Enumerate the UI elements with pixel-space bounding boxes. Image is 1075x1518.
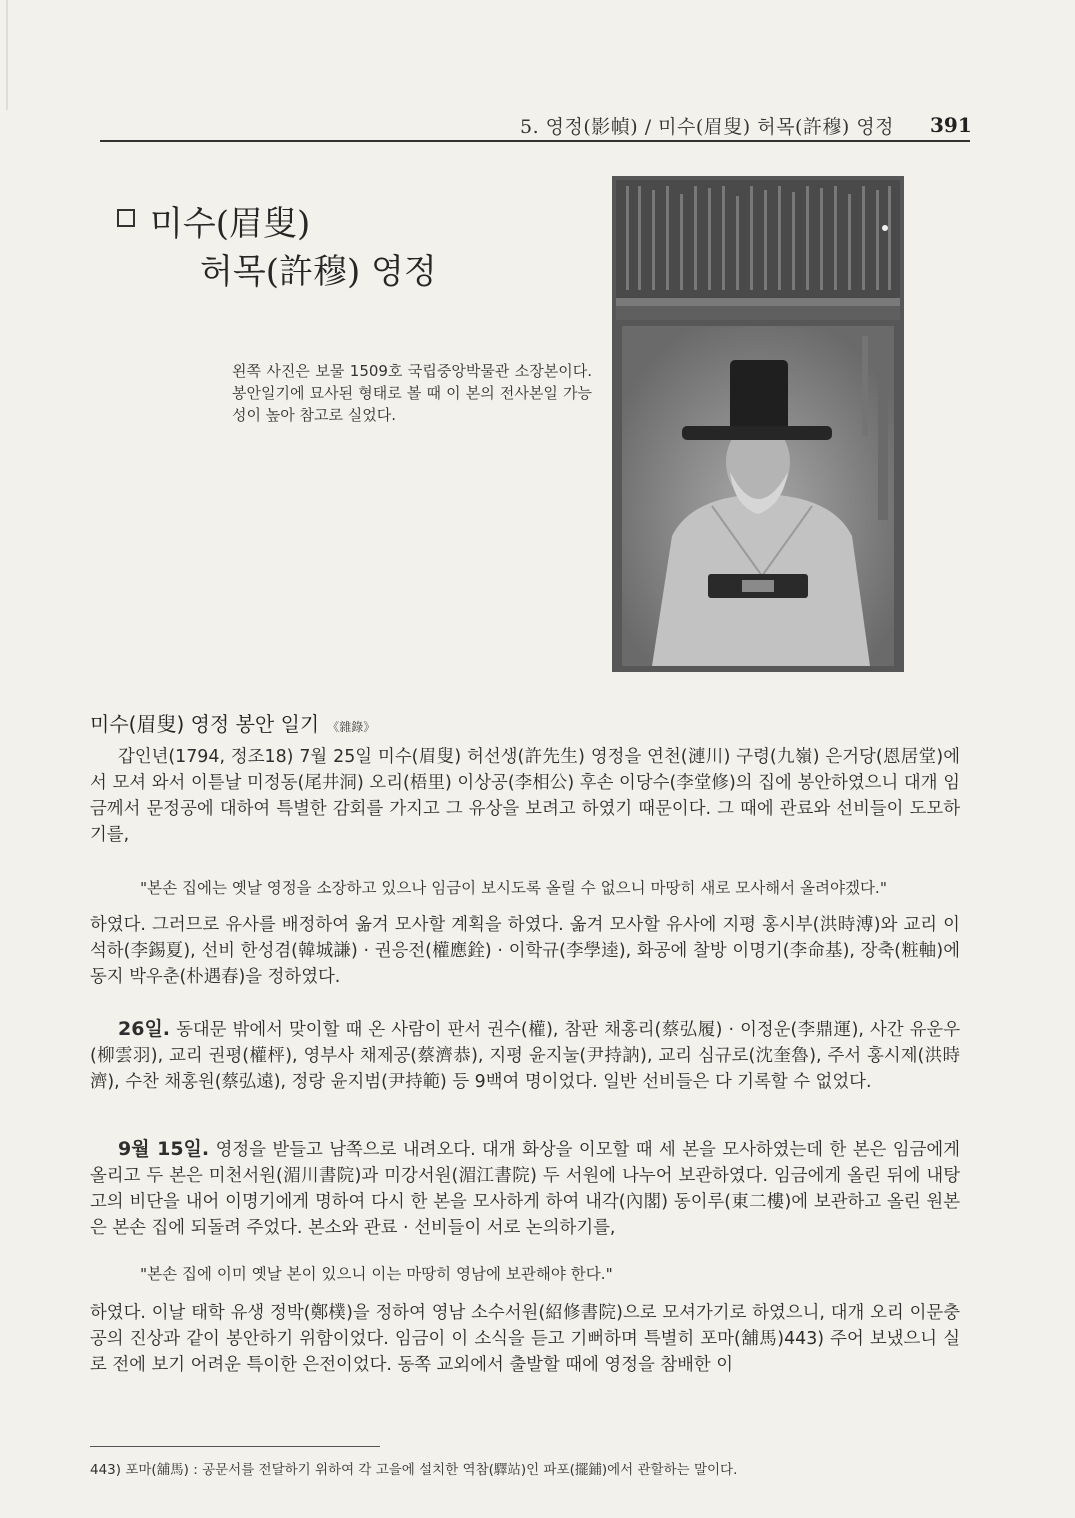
- section-heading-note: 《雜錄》: [327, 720, 376, 734]
- quote-1: "본손 집에는 옛날 영정을 소장하고 있으나 임금이 보시도록 올릴 수 없으니 마땅히 새로 모사해서 올려야겠다.": [140, 879, 887, 897]
- paragraph-1: 갑인년(1794, 정조18) 7월 25일 미수(眉叟) 허선생(許先生) 영정을 연천(漣川) 구령(九嶺) 은거당(恩居堂)에서 모셔 와서 이튿날 미정동(尾井洞) 오리(梧里) 이상공(李相公) 후손 이당수(李堂修)의 집에 봉안하였으니 대개 임금께서 문정공에 대하여 특별한 감회를 가지고 그 유상을 보려고 하였기 때문이다. 그 때에 관료와 선비들이 도모하기를,: [90, 747, 960, 845]
- photo-caption: 왼쪽 사진은 보물 1509호 국립중앙박물관 소장본이다. 봉안일기에 묘사된 형태로 볼 때 이 본의 전사본일 가능성이 높아 참고로 실었다.: [232, 362, 592, 424]
- paragraph-4: [90, 1136, 960, 1241]
- quote-2: "본손 집에 이미 옛날 본이 있으니 이는 마땅히 영남에 보관해야 한다.": [140, 1265, 613, 1283]
- paragraph-3-text: 동대문 밖에서 맞이할 때 온 사람이 판서 권수(權), 참판 채홍리(蔡弘履) · 이정운(李鼎運), 사간 유운우(柳雲羽), 교리 권평(權枰), 영부사 채제공(蔡濟恭), 지평 윤지눌(尹持訥), 교리 심규로(沈奎魯), 주서 홍시제(洪時濟), 수찬 채홍원(蔡弘遠), 정랑 윤지범(尹持範) 등 9백여 명이었다. 일반 선비들은 다 기록할 수 없었다.: [90, 1020, 960, 1092]
- paragraph-2: 하였다. 그러므로 유사를 배정하여 옮겨 모사할 계획을 하였다. 옮겨 모사할 유사에 지평 홍시부(洪時溥)와 교리 이석하(李錫夏), 선비 한성겸(韓城謙) · 권응전(權應銓) · 이학규(李學逵), 화공에 찰방 이명기(李命基), 장축(粧軸)에 동지 박우춘(朴遇春)을 정하였다.: [90, 915, 960, 987]
- section-heading: [90, 708, 375, 737]
- scan-edge-mark: [6, 0, 8, 110]
- title-line-1: 미수(眉叟): [150, 204, 311, 244]
- portrait-image: [612, 176, 904, 672]
- title-line-2: 허목(許穆) 영정: [200, 252, 437, 292]
- paragraph-5: 하였다. 이날 태학 유생 정박(鄭樸)을 정하여 영남 소수서원(紹修書院)으로 모셔가기로 하였으니, 대개 오리 이문충공의 진상과 같이 봉안하기 위함이었다. 임금이 이 소식을 듣고 기뻐하며 특별히 포마(舖馬)443) 주어 보냈으니 실로 전에 보기 어려운 특이한 은전이었다. 동쪽 교외에서 출발할 때에 영정을 참배한 이: [90, 1303, 960, 1375]
- running-header: 5. 영정(影幀) / 미수(眉叟) 허목(許穆) 영정: [520, 116, 895, 138]
- checkbox-icon: [117, 209, 135, 227]
- page-number: 391: [930, 113, 972, 137]
- section-heading-text: 미수(眉叟) 영정 봉안 일기: [90, 712, 320, 736]
- date-sep-15: 9월 15일.: [118, 1138, 210, 1160]
- header-rule: [100, 140, 970, 142]
- paragraph-4-text: 영정을 받들고 남쪽으로 내려오다. 대개 화상을 이모할 때 세 본을 모사하였는데 한 본은 임금에게 올리고 두 본은 미천서원(湄川書院)과 미강서원(湄江書院) 두 서원에 나누어 보관하였다. 임금에게 올린 뒤에 내탕고의 비단을 내어 이명기에게 명하여 다시 한 본을 모사하게 하여 내각(內閣) 동이루(東二樓)에 보관하고 올린 원본은 본손 집에 되돌려 주었다. 본소와 관료 · 선비들이 서로 논의하기를,: [90, 1140, 960, 1238]
- footnote-rule: [90, 1446, 380, 1447]
- date-26: 26일.: [118, 1018, 171, 1040]
- portrait-drawing: [612, 176, 904, 672]
- paragraph-3: [90, 1016, 960, 1095]
- footnote-443: 443) 포마(舖馬) : 공문서를 전달하기 위하여 각 고을에 설치한 역참(驛站)인 파포(擺鋪)에서 관할하는 말이다.: [90, 1462, 738, 1478]
